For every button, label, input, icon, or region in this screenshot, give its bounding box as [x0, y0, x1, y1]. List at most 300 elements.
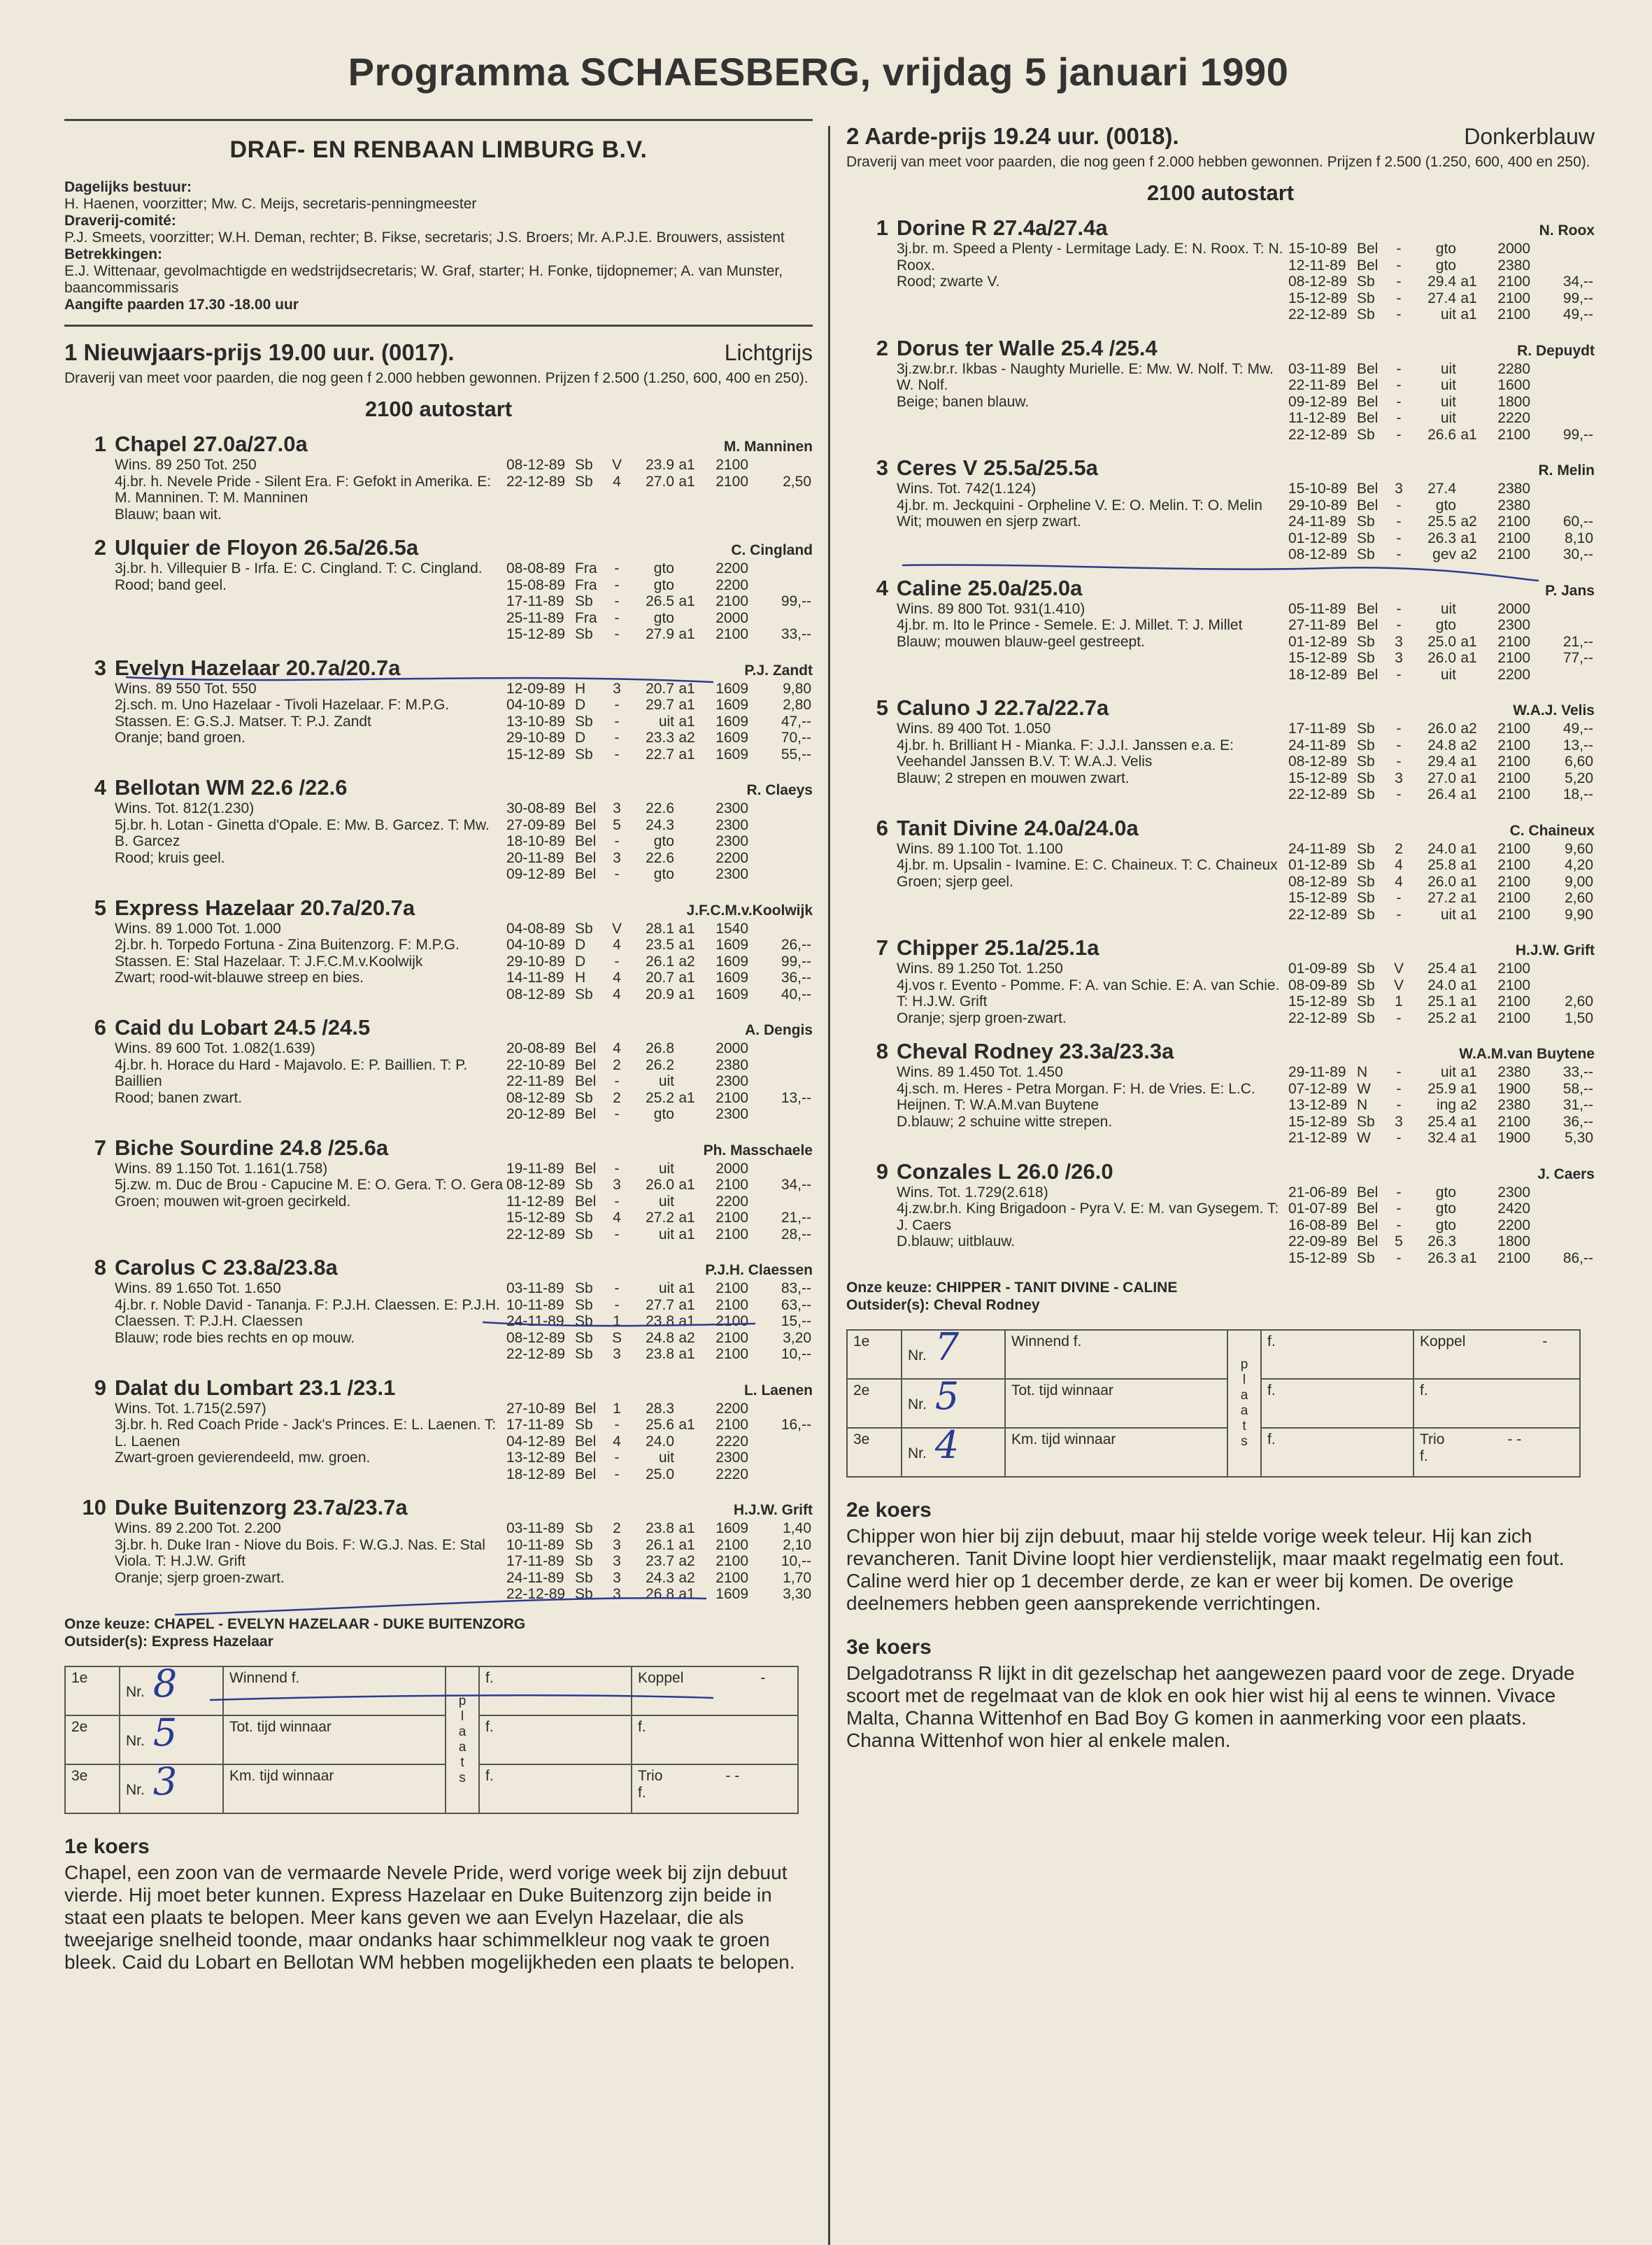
horse-info	[897, 961, 1288, 1026]
record-cell: 15-12-89	[1288, 1249, 1348, 1266]
record-cell	[674, 866, 699, 883]
record-cell: a1	[678, 457, 695, 473]
record-cell: a2	[1460, 737, 1477, 753]
record-cell: 22-12-89	[506, 1346, 566, 1362]
record-cell: 3	[613, 1586, 621, 1602]
record-cell: 26.3	[1427, 530, 1456, 546]
record-cell: a1	[1460, 1130, 1477, 1146]
record-cell: -	[614, 626, 620, 642]
record-cell: 26.1	[646, 1536, 674, 1553]
record-cell: Sb	[1357, 993, 1375, 1010]
record-cell: 22-12-89	[1288, 1010, 1348, 1026]
koers-3-title: 3e koers	[846, 1636, 932, 1659]
horse-entry	[846, 1039, 1595, 1147]
record-cell: 08-12-89	[1288, 873, 1348, 890]
horse-info-line: Wins. 89 1.000 Tot. 1.000	[115, 920, 281, 937]
record-cell	[1530, 601, 1593, 618]
record-row	[506, 1073, 813, 1090]
record-cell: a1	[1460, 650, 1477, 666]
bet-nr-label: Nr.	[126, 1683, 145, 1700]
record-cell: gto	[653, 576, 674, 593]
record-cell: 29-10-89	[506, 953, 566, 970]
race-picks	[64, 1615, 813, 1650]
record-cell: a2	[678, 1329, 695, 1346]
horse-body	[115, 1520, 813, 1603]
horse-info	[115, 1040, 506, 1123]
horse-number: 5	[876, 695, 888, 720]
record-cell: 1609	[715, 970, 748, 986]
horse-info-line: Wit; mouwen en sjerp zwart.	[897, 514, 1081, 530]
record-cell: 99,--	[1562, 290, 1593, 306]
record-cell	[748, 1466, 811, 1483]
record-row	[1288, 907, 1595, 923]
record-row	[506, 457, 813, 474]
horse-header	[846, 695, 1595, 721]
record-cell: 2100	[715, 457, 748, 473]
record-cell: 4	[1395, 857, 1403, 873]
record-cell: -	[1396, 530, 1402, 546]
record-cell: a1	[1460, 857, 1477, 873]
horse-entry	[64, 895, 813, 1003]
horse-header	[846, 816, 1595, 841]
record-cell: 25.1	[1427, 993, 1456, 1010]
record-row	[1288, 650, 1595, 667]
record-row	[506, 1433, 813, 1450]
horse-entry	[64, 1375, 813, 1483]
record-cell: Sb	[575, 1226, 593, 1242]
horse-info-line: Oranje; band groen.	[115, 730, 245, 746]
record-cell: Bel	[575, 1056, 597, 1073]
record-cell: 3	[613, 1346, 621, 1362]
koppel-dash: -	[760, 1669, 766, 1686]
record-cell: 24-11-89	[1288, 514, 1346, 530]
koppel-label: Koppel	[1420, 1333, 1466, 1350]
record-cell: 2300	[1497, 1184, 1530, 1201]
horse-body	[115, 1401, 813, 1483]
record-row	[506, 730, 813, 746]
record-cell: -	[1396, 666, 1402, 683]
record-cell: Sb	[1357, 753, 1375, 770]
record-cell: Bel	[575, 866, 597, 882]
record-cell: gto	[653, 1106, 674, 1122]
record-cell: Bel	[575, 1433, 597, 1450]
record-cell: 03-11-89	[506, 1280, 564, 1296]
record-cell: gev	[1432, 546, 1456, 562]
record-cell: 2,10	[783, 1536, 811, 1553]
record-cell: 8,10	[1565, 530, 1593, 546]
record-cell: Sb	[1357, 961, 1375, 977]
record-cell	[748, 610, 811, 627]
record-cell: Sb	[575, 1313, 593, 1329]
record-cell: 2280	[1497, 360, 1530, 377]
record-row	[1288, 961, 1595, 977]
record-cell	[1456, 617, 1481, 634]
horse-driver: L. Laenen	[743, 1382, 813, 1398]
record-cell: Sb	[575, 1569, 593, 1586]
koppel-cell	[1414, 1330, 1580, 1379]
bet-type: Km. tijd winnaar	[1005, 1428, 1227, 1477]
horse-info	[897, 721, 1288, 803]
horse-body	[897, 601, 1595, 684]
record-cell: -	[1396, 1249, 1402, 1266]
record-cell: 16-08-89	[1288, 1217, 1348, 1233]
record-cell: 21-12-89	[1288, 1130, 1348, 1146]
horse-info-line: Wins. 89 1.250 Tot. 1.250	[897, 961, 1063, 977]
record-cell: 24.0	[1427, 840, 1456, 857]
org-label: Draverij-comité:	[64, 213, 176, 229]
record-row	[506, 1346, 813, 1363]
record-cell: 1800	[1497, 1233, 1530, 1249]
record-row	[506, 833, 813, 850]
record-cell: 25.6	[646, 1417, 674, 1433]
record-row	[506, 1450, 813, 1466]
record-cell: 60,--	[1562, 514, 1593, 530]
horse-entry	[64, 1495, 813, 1603]
record-cell: 2380	[715, 1056, 748, 1073]
record-row	[506, 986, 813, 1003]
record-cell: Sb	[1357, 857, 1375, 873]
horse-name: Conzales L 26.0 /26.0	[897, 1159, 1113, 1184]
record-cell: Bel	[1357, 600, 1379, 617]
trio-amount: f.	[1420, 1448, 1428, 1464]
record-cell: 24.0	[646, 1433, 674, 1450]
record-cell: 1	[1395, 993, 1403, 1010]
record-cell: 01-12-89	[1288, 530, 1348, 546]
race-title: 2 Aarde-prijs 19.24 uur. (0018).	[846, 123, 1179, 149]
record-cell: 2200	[1497, 666, 1530, 683]
horse-records	[506, 681, 813, 763]
record-row	[1288, 514, 1595, 530]
section-rule	[64, 325, 813, 327]
horse-entry	[64, 656, 813, 763]
record-cell: Sb	[1357, 786, 1375, 802]
koppel-amount: f.	[1414, 1379, 1580, 1428]
record-cell: 9,60	[1565, 840, 1593, 857]
horse-entry	[846, 215, 1595, 323]
horse-info-line: 3j.br. h. Red Coach Pride - Jack's Princes. E: L. Laenen. T: L. Laenen	[115, 1417, 497, 1450]
bet-amount: f.	[479, 1764, 632, 1813]
record-cell: 15-12-89	[1288, 290, 1348, 306]
record-cell: a1	[678, 697, 695, 713]
record-cell: a1	[1460, 1113, 1477, 1130]
horse-name: Dalat du Lombart 23.1 /23.1	[115, 1375, 396, 1400]
record-cell: 47,--	[781, 713, 811, 730]
race-1	[64, 339, 813, 1974]
horse-info-line: 3j.zw.br.r. Ikbas - Naughty Murielle. E: Mw. W. Nolf. T: Mw. W. Nolf.	[897, 360, 1274, 393]
record-cell: -	[1396, 1130, 1402, 1146]
record-cell	[674, 1161, 699, 1177]
record-cell: a1	[1460, 426, 1477, 443]
record-cell: 2100	[1497, 770, 1530, 786]
record-row	[506, 1313, 813, 1330]
record-row	[506, 697, 813, 714]
record-cell: 24.0	[1427, 977, 1456, 993]
horse-name: Carolus C 23.8a/23.8a	[115, 1255, 338, 1280]
record-cell: a1	[1460, 1249, 1477, 1266]
koers-text: Chapel, een zoon van de vermaarde Nevele Pride, werd vorige week bij zijn debuut vierde. Hij moet beter kunnen. Express Hazelaar en Duke Buitenzorg zijn beide in staat een plaats te belopen. Meer kans geven we aan Evelyn Hazelaar, die als tweejarige snelheid toonde, maar ondanks haar schimmelkleur nog vaak te groen bleek. Caid du Lobart en Bellotan WM hebben mogelijkheden een plaats te belopen.	[64, 1861, 795, 1973]
record-cell	[1456, 410, 1481, 427]
record-row	[506, 577, 813, 594]
record-cell: 2100	[715, 1296, 748, 1313]
horse-info	[115, 457, 506, 523]
record-cell: 17-11-89	[506, 593, 564, 609]
horse-records	[1288, 361, 1595, 444]
record-cell: 25.4	[1427, 961, 1456, 977]
horse-driver: H.J.W. Grift	[733, 1502, 813, 1518]
record-cell: Bel	[575, 1466, 597, 1482]
record-cell: 2	[613, 1520, 621, 1536]
record-cell: Sb	[575, 746, 593, 763]
bet-amount: f.	[1261, 1330, 1414, 1379]
record-cell: 27-09-89	[506, 816, 566, 833]
record-cell: 1900	[1497, 1080, 1530, 1097]
horse-info-line: 4j.br. r. Noble David - Tananja. F: P.J.H. Claessen. E: P.J.H. Claessen. T: P.J.H. Claessen	[115, 1296, 500, 1329]
record-cell: Fra	[575, 609, 597, 626]
record-cell: 26.5	[646, 593, 674, 609]
horse-header	[64, 1375, 813, 1401]
record-cell	[674, 1194, 699, 1210]
record-row	[1288, 634, 1595, 651]
bet-number-cell	[902, 1325, 1005, 1379]
record-cell: 2100	[1497, 546, 1530, 562]
koppel-amount: f.	[632, 1715, 798, 1764]
record-cell: 09-12-89	[1288, 393, 1348, 410]
record-cell: a1	[1460, 770, 1477, 786]
record-cell: 40,--	[781, 986, 811, 1003]
record-cell: 2100	[1497, 633, 1530, 650]
record-cell: gto	[1435, 1184, 1456, 1201]
record-row	[1288, 617, 1595, 634]
horse-header	[846, 215, 1595, 241]
record-cell: 2100	[1497, 1113, 1530, 1130]
record-cell: 25.4	[1427, 1113, 1456, 1130]
record-cell	[674, 833, 699, 850]
record-cell	[1530, 241, 1593, 257]
record-cell: V	[611, 920, 622, 937]
record-cell: 3	[1395, 770, 1403, 786]
horse-number: 9	[876, 1159, 888, 1184]
record-cell	[748, 1073, 811, 1090]
horse-driver: M. Manninen	[723, 439, 813, 455]
record-cell: -	[1396, 257, 1402, 274]
horse-body	[897, 721, 1595, 803]
record-cell: Sb	[1357, 274, 1375, 290]
record-cell: Bel	[1357, 393, 1379, 410]
record-cell: -	[1396, 1097, 1402, 1113]
record-cell: 33,--	[1562, 1064, 1593, 1080]
record-row	[1288, 786, 1595, 803]
record-cell: 4	[613, 1040, 621, 1056]
record-cell: 04-10-89	[506, 697, 566, 713]
record-cell: 26.0	[1427, 873, 1456, 890]
record-cell: a1	[678, 626, 695, 642]
record-cell: 04-08-89	[506, 920, 566, 937]
record-cell: 29.4	[1427, 753, 1456, 770]
record-cell: -	[1396, 786, 1402, 802]
record-cell: Sb	[575, 713, 593, 730]
record-row	[1288, 737, 1595, 754]
record-cell: 20-12-89	[506, 1106, 566, 1122]
record-cell: 2420	[1497, 1201, 1530, 1217]
record-cell: 2100	[1497, 1249, 1530, 1266]
record-cell: 24.8	[646, 1329, 674, 1346]
record-cell: 2100	[1497, 906, 1530, 923]
record-cell: Bel	[575, 833, 597, 849]
record-cell	[1530, 617, 1593, 634]
horse-info-line: 4j.zw.br.h. King Brigadoon - Pyra V. E: M. van Gysegem. T: J. Caers	[897, 1201, 1279, 1233]
record-cell: Fra	[575, 576, 597, 593]
record-cell: gto	[1435, 617, 1456, 633]
horse-name: Tanit Divine 24.0a/24.0a	[897, 815, 1139, 840]
record-cell	[674, 850, 699, 867]
handwritten-number: 3	[152, 1759, 178, 1804]
record-row	[506, 681, 813, 697]
record-cell: 20.7	[646, 970, 674, 986]
record-row	[1288, 497, 1595, 514]
record-cell: a1	[1460, 890, 1477, 906]
record-cell: a1	[678, 1417, 695, 1433]
record-cell: a2	[678, 1569, 695, 1586]
record-cell: uit	[658, 1193, 674, 1210]
record-cell: 29-10-89	[1288, 497, 1348, 514]
record-cell: uit	[658, 1073, 674, 1089]
plaats-label: p l a a t s	[446, 1666, 479, 1813]
horse-info-line: 2j.br. h. Torpedo Fortuna - Zina Buitenzorg. F: M.P.G. Stassen. E: Stal Hazelaar. T: J.F.C.M.v.Koolwijk	[115, 937, 460, 970]
record-cell: 22-10-89	[506, 1056, 566, 1073]
record-cell: 32.4	[1427, 1130, 1456, 1146]
bet-number-cell	[120, 1759, 223, 1813]
record-cell: 10,--	[781, 1346, 811, 1362]
record-cell	[674, 1040, 699, 1057]
record-cell: a2	[1460, 721, 1477, 737]
record-cell	[1530, 1233, 1593, 1250]
record-row	[1288, 546, 1595, 563]
horse-info-line: 2j.sch. m. Uno Hazelaar - Tivoli Hazelaar. F: M.P.G. Stassen. E: G.S.J. Matser. T: P.J. Zandt	[115, 697, 450, 730]
record-cell: Bel	[1357, 1233, 1379, 1249]
record-cell: D	[575, 730, 586, 746]
record-cell: Sb	[1357, 1249, 1375, 1266]
record-cell: 08-12-89	[1288, 274, 1348, 290]
record-cell: 25.2	[1427, 1010, 1456, 1026]
record-cell	[1530, 410, 1593, 427]
record-cell: Bel	[575, 1450, 597, 1466]
horse-entry	[846, 455, 1595, 563]
record-row	[1288, 1201, 1595, 1217]
record-row	[506, 921, 813, 937]
record-cell: 2000	[1497, 600, 1530, 617]
record-cell: -	[614, 576, 620, 593]
record-cell: 08-12-89	[506, 1329, 566, 1346]
horse-records	[1288, 481, 1595, 563]
record-cell: a1	[678, 1226, 695, 1242]
horse-name: Evelyn Hazelaar 20.7a/20.7a	[115, 655, 401, 680]
record-cell: -	[614, 1417, 620, 1433]
record-cell: 2000	[715, 1160, 748, 1177]
record-cell: 2100	[1497, 961, 1530, 977]
record-row	[506, 817, 813, 834]
record-cell: 2	[613, 1089, 621, 1106]
record-cell: 2220	[1497, 410, 1530, 426]
record-cell: uit	[1440, 360, 1456, 377]
record-cell: gto	[653, 560, 674, 576]
record-cell: 2100	[1497, 426, 1530, 443]
record-cell: gto	[1435, 1201, 1456, 1217]
record-cell: 2300	[715, 866, 748, 882]
horse-header	[64, 1015, 813, 1040]
record-row	[506, 626, 813, 643]
bet-amount: f.	[1261, 1379, 1414, 1428]
record-cell: -	[614, 713, 620, 730]
record-row	[506, 1040, 813, 1057]
record-cell: 2380	[1497, 481, 1530, 497]
record-cell: 24-11-89	[1288, 840, 1346, 857]
record-cell: 2000	[1497, 241, 1530, 257]
record-cell	[674, 800, 699, 817]
race-header	[846, 123, 1595, 150]
record-cell: Fra	[575, 560, 597, 576]
record-cell: Sb	[575, 1520, 593, 1536]
record-row	[1288, 667, 1595, 684]
record-cell: 12-09-89	[506, 680, 566, 697]
record-cell: a1	[678, 1089, 695, 1106]
koppel-label: Koppel	[638, 1669, 684, 1686]
record-cell: 18-12-89	[506, 1466, 566, 1482]
horse-entry	[64, 775, 813, 883]
record-cell: 2100	[1497, 530, 1530, 546]
record-cell: 2100	[715, 1280, 748, 1296]
record-cell: 5	[1395, 1233, 1403, 1249]
record-cell	[748, 850, 811, 867]
horse-name: Dorine R 27.4a/27.4a	[897, 215, 1108, 240]
horse-driver: Ph. Masschaele	[703, 1142, 813, 1159]
record-cell: -	[1396, 890, 1402, 906]
record-cell: 1609	[715, 680, 748, 697]
record-row	[506, 1226, 813, 1243]
record-cell: 3	[613, 1536, 621, 1553]
record-cell: uit	[1440, 410, 1456, 426]
record-cell: 28.1	[646, 920, 674, 937]
record-cell	[1530, 667, 1593, 684]
horse-header	[846, 336, 1595, 361]
record-cell: a2	[678, 953, 695, 970]
horse-name: Chapel 27.0a/27.0a	[115, 432, 308, 456]
race-start: 2100 autostart	[1146, 180, 1295, 205]
horse-body	[115, 1040, 813, 1123]
horse-number: 9	[94, 1375, 106, 1400]
record-row	[506, 1280, 813, 1297]
record-cell: 15-10-89	[1288, 241, 1348, 257]
record-cell: 9,80	[783, 680, 811, 697]
horse-list	[846, 215, 1595, 1266]
record-cell: 3	[1395, 650, 1403, 666]
race-title: 1 Nieuwjaars-prijs 19.00 uur. (0017).	[64, 339, 455, 365]
horse-info-line: Zwart; rood-wit-blauwe streep en bies.	[115, 970, 364, 986]
record-cell: D	[575, 937, 586, 953]
record-cell: a1	[1460, 753, 1477, 770]
column-divider	[828, 126, 830, 2245]
record-cell: 22-12-89	[506, 1226, 566, 1242]
record-cell: 29.7	[646, 697, 674, 713]
bet-position: 3e	[65, 1764, 120, 1813]
record-cell: 2200	[715, 1193, 748, 1210]
horse-header	[846, 1039, 1595, 1064]
horse-info-line: Beige; banen blauw.	[897, 393, 1030, 410]
bet-row	[65, 1666, 798, 1715]
horse-info-line: Wins. Tot. 812(1.230)	[115, 800, 255, 816]
record-cell: 99,--	[1562, 426, 1593, 443]
record-cell: 26.6	[1427, 426, 1456, 443]
record-cell: 23.3	[646, 730, 674, 746]
